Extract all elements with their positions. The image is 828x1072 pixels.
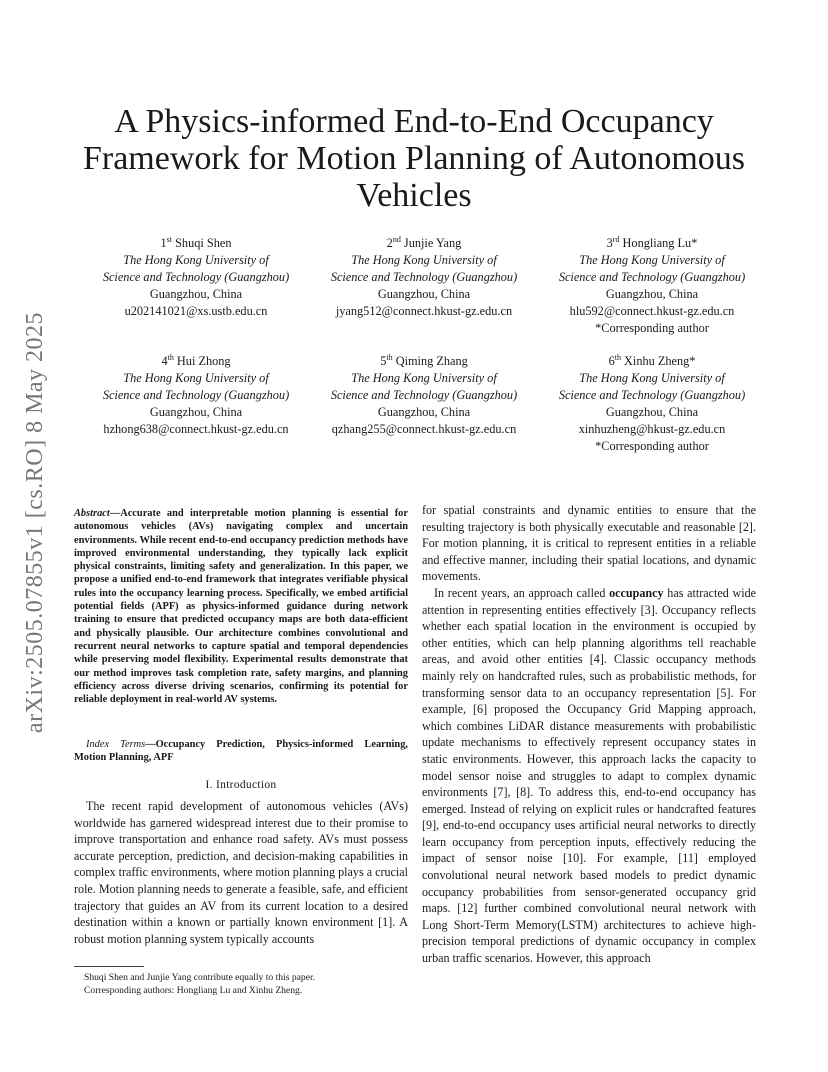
author-affiliation: Science and Technology (Guangzhou) (558, 270, 746, 284)
author-name: Xinhu Zheng* (624, 354, 696, 368)
footnotes (74, 971, 408, 997)
author-city: Guangzhou, China (149, 405, 243, 419)
keyword-occupancy: occupancy (609, 585, 664, 600)
author-block (81, 235, 311, 320)
author-block (537, 353, 767, 455)
author-name-line: 4th Hui Zhong (161, 352, 231, 368)
index-terms (74, 738, 408, 765)
author-email: xinhuzheng@hkust-gz.edu.cn (578, 422, 726, 436)
author-email: jyang512@connect.hkust-gz.edu.cn (335, 304, 513, 318)
author-email: hzhong638@connect.hkust-gz.edu.cn (103, 422, 289, 436)
author-name: Hongliang Lu* (622, 236, 698, 250)
author-block (309, 235, 539, 320)
right-paragraph: for spatial constraints and dynamic entities to ensure that the resulting trajectory is both physically executable and reasonable [2]. For motion planning, it is critical to represent entities in a reliable and effective manner, including their spatial locations, and dynamic movements. (422, 503, 756, 584)
right-paragraph: In recent years, an approach called occupancy has attracted wide attention in representing entities effectively [3]. Occupancy reflects whether each spatial location in the environment is occupied by other entities, which can help planning algorithms tell reachable areas, and avoid other entities [4]. Classic occupancy methods mainly rely on handcrafted rules, such as probabilistic methods, for transforming sensor data to an occupancy representation [5]. For example, [6] proposed the Occupancy Grid Mapping approach, which combines LiDAR distance measurements with probabilistic update mechanisms to effectively represent occupancy states in static environments. However, this approach lacks the capacity to model sensor noise and struggles to adapt to complex dynamic environments [7], [8]. To address this, end-to-end occupancy has emerged. Instead of relying on explicit rules or handcrafted features [9], end-to-end occupancy uses artificial neural networks to directly learn occupancy from perception inputs, effectively reducing the impact of sensor noise [10]. For example, [11] employed convolutional neural network based models to predict dynamic occupancy probabilities from sensor-generated occupancy grid maps. [12] further combined convolutional neural network with Long Short-Term Memory(LSTM) architectures to achieve high-precision temporal predictions of dynamic occupancy in complex urban traffic scenarios. However, this approach (422, 585, 756, 966)
author-name-line: 2nd Junjie Yang (386, 234, 462, 250)
author-name: Qiming Zhang (395, 354, 468, 368)
abstract-label: Abstract (74, 508, 110, 519)
author-city: Guangzhou, China (605, 287, 699, 301)
abstract (74, 507, 408, 706)
author-affiliation: Science and Technology (Guangzhou) (330, 388, 518, 402)
author-affiliation: Science and Technology (Guangzhou) (102, 270, 290, 284)
author-affiliation: The Hong Kong University of (351, 253, 497, 267)
author-city: Guangzhou, China (149, 287, 243, 301)
arxiv-stamp (21, 287, 51, 757)
paper-title: A Physics-informed End-to-End Occupancy Framework for Motion Planning of Autonomous Vehicles (82, 103, 746, 214)
author-name: Shuqi Shen (175, 236, 232, 250)
footnote: Corresponding authors: Hongliang Lu and Xinhu Zheng. (84, 985, 303, 996)
author-name-line: 1st Shuqi Shen (160, 234, 232, 250)
author-affiliation: Science and Technology (Guangzhou) (558, 388, 746, 402)
intro-paragraph: The recent rapid development of autonomous vehicles (AVs) worldwide has garnered widespread interest due to their promise to improve transportation and enhance road safety. AVs must possess accurate perception, prediction, and decision-making capabilities in complex traffic environments, where motion planning plays a crucial role. Motion planning needs to generate a feasible, safe, and efficient trajectory that guides an AV from its current location to a desired destination within a known or partially known environment [1]. A robust motion planning system typically accounts (74, 799, 408, 946)
abstract-text: —Accurate and interpretable motion planning is essential for autonomous vehicles (AVs) navigating complex and uncertain environments. While recent end-to-end occupancy prediction methods have improved environmental understanding, they typically lack explicit physical constraints, limiting safety and generalization. In this paper, we propose a unified end-to-end framework that integrates verifiable physical rules into the occupancy learning process. Specifically, we embed artificial potential fields (APF) as physics-informed guidance during network training to ensure that predicted occupancy maps are both data-efficient and physically plausible. Our architecture combines convolutional and recurrent neural networks to capture spatial and temporal dependencies while preserving model flexibility. Experimental results demonstrate that our method improves task completion rate, safety margins, and planning efficiency across diverse driving scenarios, confirming its potential for reliable deployment in real-world AV systems. (74, 508, 408, 706)
author-affiliation: The Hong Kong University of (123, 371, 269, 385)
author-name-line: 5th Qiming Zhang (380, 352, 468, 368)
author-city: Guangzhou, China (377, 287, 471, 301)
author-block (81, 353, 311, 438)
author-email: hlu592@connect.hkust-gz.edu.cn (569, 304, 735, 318)
author-affiliation: Science and Technology (Guangzhou) (330, 270, 518, 284)
right-column (422, 502, 756, 967)
author-affiliation: The Hong Kong University of (123, 253, 269, 267)
author-note: *Corresponding author (595, 439, 709, 453)
footnote: Shuqi Shen and Junjie Yang contribute equally to this paper. (84, 972, 316, 983)
arxiv-id: arXiv:2505.07855v1 [cs.RO] 8 May 2025 (22, 311, 49, 733)
author-email: u202141021@xs.ustb.edu.cn (124, 304, 268, 318)
author-name: Junjie Yang (403, 236, 462, 250)
author-name: Hui Zhong (176, 354, 231, 368)
author-email: qzhang255@connect.hkust-gz.edu.cn (331, 422, 517, 436)
author-block (537, 235, 767, 337)
index-terms-label: Index Terms (86, 739, 146, 750)
author-affiliation: The Hong Kong University of (351, 371, 497, 385)
section-heading: I. Introduction (205, 779, 277, 791)
author-name-line: 3rd Hongliang Lu* (606, 234, 698, 250)
author-note: *Corresponding author (595, 321, 709, 335)
author-affiliation: The Hong Kong University of (579, 253, 725, 267)
index-terms-text: —Occupancy Prediction, Physics-informed Learning, Motion Planning, APF (74, 739, 408, 764)
author-name-line: 6th Xinhu Zheng* (608, 352, 696, 368)
footnote-rule (74, 966, 144, 967)
author-block (309, 353, 539, 438)
author-affiliation: Science and Technology (Guangzhou) (102, 388, 290, 402)
author-affiliation: The Hong Kong University of (579, 371, 725, 385)
author-city: Guangzhou, China (605, 405, 699, 419)
author-city: Guangzhou, China (377, 405, 471, 419)
